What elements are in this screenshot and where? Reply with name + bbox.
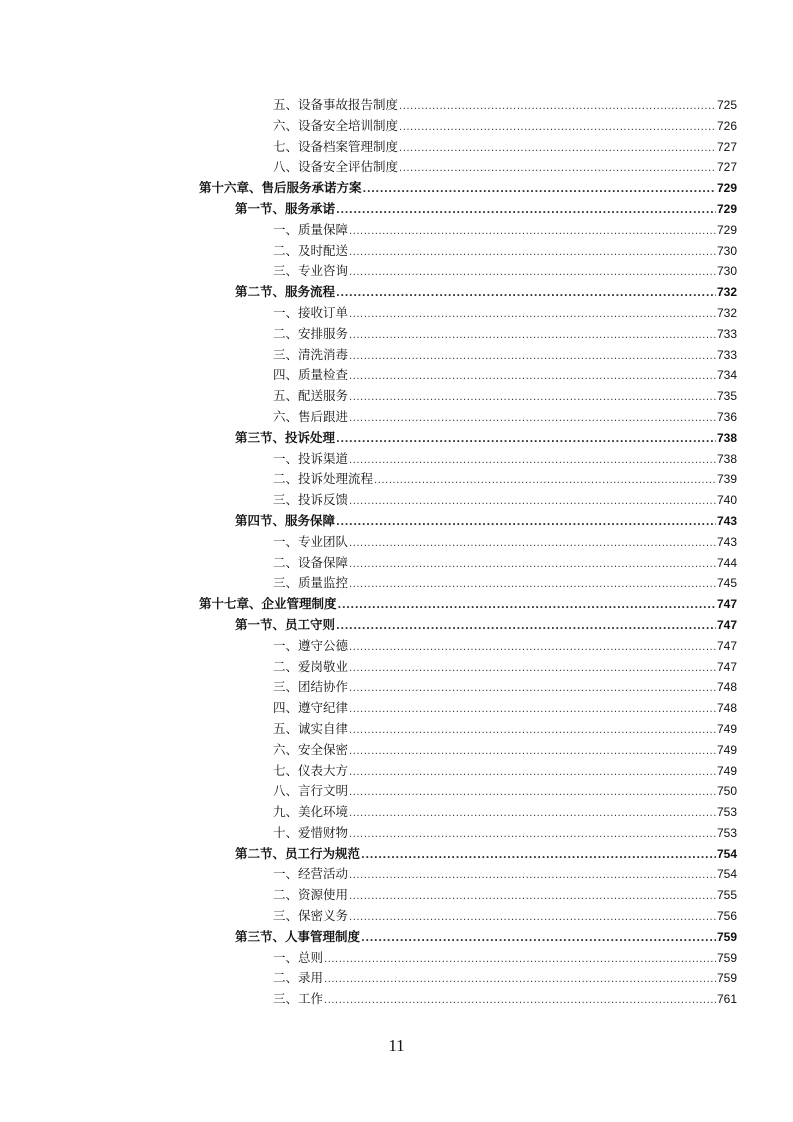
toc-entry-page: 726: [716, 118, 737, 133]
toc-entry-title: 一、接收订单: [273, 304, 349, 320]
toc-item[interactable]: [0, 137, 793, 158]
toc-entry-page: 732: [716, 285, 737, 300]
toc-entry-page: 733: [716, 326, 737, 341]
toc-entry-title: 二、录用: [273, 970, 324, 986]
toc-item[interactable]: [0, 636, 793, 657]
toc-dot-leader: [349, 388, 716, 409]
toc-dot-leader: [399, 139, 716, 160]
toc-dot-leader: [349, 679, 716, 700]
toc-entry-page: 755: [716, 888, 737, 903]
toc-dot-leader: [349, 492, 716, 513]
toc-dot-leader: [349, 804, 716, 825]
toc-entry-page: 743: [716, 513, 737, 528]
toc-entry-title: 第十六章、售后服务承诺方案: [199, 180, 362, 196]
toc-entry-title: 三、质量监控: [273, 575, 349, 591]
toc-item[interactable]: [0, 324, 793, 345]
toc-entry-page: 756: [716, 909, 737, 924]
toc-dot-leader: [336, 617, 716, 638]
toc-entry-title: 四、质量检查: [273, 367, 349, 383]
toc-item[interactable]: [0, 532, 793, 553]
toc-dot-leader: [399, 118, 716, 139]
toc-dot-leader: [336, 284, 716, 305]
toc-entry-page: 736: [716, 409, 737, 424]
toc-entry-title: 六、售后跟进: [273, 408, 349, 424]
toc-entry-title: 七、设备档案管理制度: [273, 138, 399, 154]
toc-item[interactable]: [0, 573, 793, 594]
toc-entry-page: 738: [716, 451, 737, 466]
toc-entry-title: 十、爱惜财物: [273, 824, 349, 840]
toc-item[interactable]: [0, 490, 793, 511]
toc-entry-title: 六、设备安全培训制度: [273, 117, 399, 133]
toc-entry-page: 729: [716, 181, 737, 196]
toc-item[interactable]: [0, 449, 793, 470]
toc-dot-leader: [349, 887, 716, 908]
toc-entry-title: 第二节、服务流程: [235, 284, 336, 300]
toc-entry-page: 749: [716, 763, 737, 778]
toc-entry-page: 738: [716, 430, 737, 445]
toc-entry-page: 759: [716, 929, 737, 944]
toc-entry-page: 732: [716, 305, 737, 320]
toc-entry-title: 三、投诉反馈: [273, 492, 349, 508]
toc-item[interactable]: [0, 802, 793, 823]
toc-item[interactable]: [0, 740, 793, 761]
toc-entry-title: 一、遵守公德: [273, 637, 349, 653]
toc-entry-title: 二、爱岗敬业: [273, 658, 349, 674]
toc-entry-page: 753: [716, 805, 737, 820]
toc-entry-page: 750: [716, 784, 737, 799]
toc-entry-page: 730: [716, 243, 737, 258]
toc-entry-title: 一、经营活动: [273, 866, 349, 882]
toc-entry-title: 二、及时配送: [273, 242, 349, 258]
toc-entry-page: 754: [716, 867, 737, 882]
toc-item[interactable]: [0, 95, 793, 116]
toc-dot-leader: [349, 908, 716, 929]
toc-dot-leader: [349, 555, 716, 576]
toc-item[interactable]: [0, 906, 793, 927]
toc-dot-leader: [336, 430, 716, 451]
toc-section[interactable]: [0, 511, 793, 532]
toc-item[interactable]: [0, 386, 793, 407]
toc-dot-leader: [336, 201, 716, 222]
toc-entry-title: 第三节、投诉处理: [235, 429, 336, 445]
toc-entry-title: 一、投诉渠道: [273, 450, 349, 466]
toc-entry-page: 744: [716, 555, 737, 570]
toc-item[interactable]: [0, 220, 793, 241]
toc-section[interactable]: [0, 282, 793, 303]
toc-entry-page: 747: [716, 617, 737, 632]
toc-entry-page: 729: [716, 201, 737, 216]
toc-dot-leader: [349, 326, 716, 347]
toc-entry-page: 739: [716, 472, 737, 487]
toc-entry-page: 734: [716, 368, 737, 383]
toc-dot-leader: [349, 866, 716, 887]
toc-dot-leader: [399, 159, 716, 180]
toc-dot-leader: [399, 97, 716, 118]
toc-dot-leader: [349, 700, 716, 721]
toc-entry-title: 三、团结协作: [273, 679, 349, 695]
toc-entry-title: 五、设备事故报告制度: [273, 97, 399, 112]
toc-dot-leader: [349, 721, 716, 742]
toc-entry-title: 第三节、人事管理制度: [235, 928, 361, 944]
toc-dot-leader: [349, 367, 716, 388]
toc-dot-leader: [349, 638, 716, 659]
toc-entry-title: 二、设备保障: [273, 554, 349, 570]
toc-dot-leader: [349, 305, 716, 326]
toc-dot-leader: [349, 659, 716, 680]
toc-entry-title: 第一节、服务承诺: [235, 200, 336, 216]
toc-item[interactable]: [0, 864, 793, 885]
toc-item[interactable]: [0, 698, 793, 719]
table-of-contents: [0, 95, 793, 1010]
toc-item[interactable]: [0, 261, 793, 282]
toc-entry-title: 六、安全保密: [273, 741, 349, 757]
toc-entry-page: 729: [716, 222, 737, 237]
toc-entry-page: 727: [716, 160, 737, 175]
toc-dot-leader: [349, 347, 716, 368]
toc-dot-leader: [349, 825, 716, 846]
toc-item[interactable]: [0, 948, 793, 969]
toc-item[interactable]: [0, 407, 793, 428]
toc-entry-page: 759: [716, 971, 737, 986]
toc-item[interactable]: [0, 365, 793, 386]
toc-item[interactable]: [0, 781, 793, 802]
toc-entry-page: 748: [716, 680, 737, 695]
toc-dot-leader: [336, 513, 716, 534]
toc-entry-title: 三、专业咨询: [273, 263, 349, 279]
toc-section[interactable]: [0, 428, 793, 449]
toc-entry-title: 九、美化环境: [273, 804, 349, 820]
toc-entry-title: 四、遵守纪律: [273, 700, 349, 716]
toc-entry-title: 七、仪表大方: [273, 762, 349, 778]
toc-entry-title: 第二节、员工行为规范: [235, 845, 361, 861]
toc-entry-title: 二、投诉处理流程: [273, 471, 374, 487]
toc-entry-page: 753: [716, 825, 737, 840]
toc-entry-title: 一、总则: [273, 949, 324, 965]
toc-entry-title: 一、质量保障: [273, 221, 349, 237]
toc-item[interactable]: [0, 241, 793, 262]
toc-entry-title: 五、配送服务: [273, 388, 349, 404]
toc-section[interactable]: [0, 615, 793, 636]
toc-dot-leader: [363, 180, 716, 201]
toc-item[interactable]: [0, 989, 793, 1010]
toc-entry-title: 三、保密义务: [273, 908, 349, 924]
toc-item[interactable]: [0, 303, 793, 324]
toc-item[interactable]: [0, 345, 793, 366]
toc-dot-leader: [349, 783, 716, 804]
toc-item[interactable]: [0, 968, 793, 989]
toc-entry-page: 745: [716, 576, 737, 591]
toc-entry-title: 一、专业团队: [273, 533, 349, 549]
toc-entry-title: 二、资源使用: [273, 887, 349, 903]
toc-item[interactable]: [0, 885, 793, 906]
toc-entry-title: 三、工作: [273, 991, 324, 1007]
toc-dot-leader: [349, 742, 716, 763]
toc-dot-leader: [349, 575, 716, 596]
toc-dot-leader: [324, 991, 716, 1012]
toc-entry-page: 747: [716, 597, 737, 612]
toc-item[interactable]: [0, 553, 793, 574]
toc-entry-page: 747: [716, 638, 737, 653]
toc-dot-leader: [349, 409, 716, 430]
toc-dot-leader: [361, 929, 716, 950]
toc-entry-page: 761: [716, 992, 737, 1007]
toc-entry-page: 749: [716, 742, 737, 757]
toc-entry-page: 735: [716, 389, 737, 404]
toc-item[interactable]: [0, 719, 793, 740]
toc-entry-title: 第一节、员工守则: [235, 616, 336, 632]
toc-entry-page: 754: [716, 846, 737, 861]
toc-dot-leader: [349, 451, 716, 472]
toc-chapter[interactable]: [0, 178, 793, 199]
toc-entry-title: 五、诚实自律: [273, 720, 349, 736]
toc-entry-page: 759: [716, 950, 737, 965]
toc-entry-page: 733: [716, 347, 737, 362]
toc-dot-leader: [349, 534, 716, 555]
toc-item[interactable]: [0, 157, 793, 178]
toc-entry-page: 740: [716, 493, 737, 508]
toc-item[interactable]: [0, 823, 793, 844]
toc-entry-page: 725: [716, 98, 737, 112]
toc-entry-page: 730: [716, 264, 737, 279]
toc-entry-title: 三、清洗消毒: [273, 346, 349, 362]
toc-dot-leader: [349, 222, 716, 243]
toc-dot-leader: [374, 471, 716, 492]
toc-entry-title: 二、安排服务: [273, 325, 349, 341]
toc-chapter[interactable]: [0, 594, 793, 615]
toc-entry-title: 八、言行文明: [273, 783, 349, 799]
toc-item[interactable]: [0, 116, 793, 137]
toc-entry-page: 743: [716, 534, 737, 549]
toc-entry-page: 749: [716, 721, 737, 736]
toc-section[interactable]: [0, 844, 793, 865]
toc-dot-leader: [324, 950, 716, 971]
toc-entry-title: 第十七章、企业管理制度: [199, 596, 337, 612]
toc-dot-leader: [324, 970, 716, 991]
toc-entry-title: 八、设备安全评估制度: [273, 159, 399, 175]
toc-dot-leader: [349, 243, 716, 264]
toc-section[interactable]: [0, 199, 793, 220]
toc-item[interactable]: [0, 677, 793, 698]
toc-entry-page: 748: [716, 701, 737, 716]
toc-dot-leader: [361, 846, 716, 867]
toc-item[interactable]: [0, 657, 793, 678]
toc-entry-page: 747: [716, 659, 737, 674]
toc-dot-leader: [349, 263, 716, 284]
toc-dot-leader: [338, 596, 716, 617]
toc-entry-page: 727: [716, 139, 737, 154]
toc-item[interactable]: [0, 761, 793, 782]
page-number: 11: [388, 1036, 405, 1055]
toc-section[interactable]: [0, 927, 793, 948]
toc-dot-leader: [349, 763, 716, 784]
toc-entry-title: 第四节、服务保障: [235, 512, 336, 528]
toc-item[interactable]: [0, 469, 793, 490]
